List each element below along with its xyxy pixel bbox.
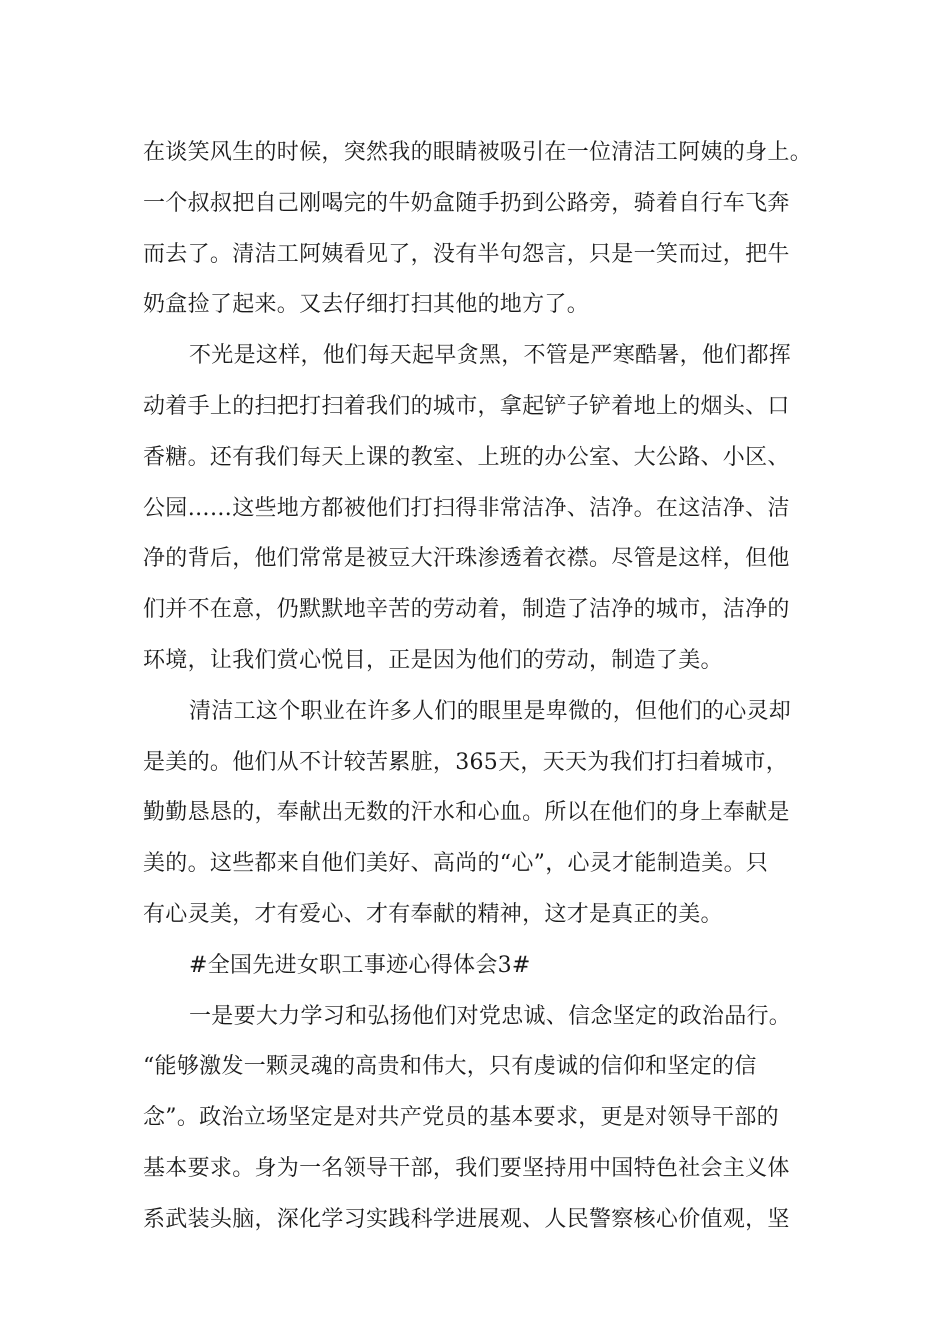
text-line: 有心灵美，才有爱心、才有奉献的精神，这才是真正的美。 <box>143 901 723 927</box>
text-line: 勤勤恳恳的，奉献出无数的汗水和心血。所以在他们的身上奉献是 <box>143 800 790 826</box>
text-line: 公园……这些地方都被他们打扫得非常洁净、洁净。在这洁净、洁 <box>143 495 790 521</box>
text-line: 动着手上的扫把打扫着我们的城市，拿起铲子铲着地上的烟头、口 <box>143 393 790 419</box>
text-line: 环境，让我们赏心悦目，正是因为他们的劳动，制造了美。 <box>143 647 723 673</box>
paragraph-1 <box>143 128 813 331</box>
text-line: 系武装头脑，深化学习实践科学进展观、人民警察核心价值观，坚 <box>143 1206 790 1232</box>
paragraph-4 <box>143 992 813 1246</box>
section-heading <box>143 941 813 992</box>
paragraph-3 <box>143 687 813 941</box>
text-line: 香糖。还有我们每天上课的教室、上班的办公室、大公路、小区、 <box>143 444 790 470</box>
text-line: 念”。政治立场坚定是对共产党员的基本要求，更是对领导干部的 <box>143 1105 779 1131</box>
text-line: 基本要求。身为一名领导干部，我们要坚持用中国特色社会主义体 <box>143 1155 790 1181</box>
text-line: 是美的。他们从不计较苦累脏，365天，天天为我们打扫着城市， <box>143 749 788 775</box>
text-line: 净的背后，他们常常是被豆大汗珠渗透着衣襟。尽管是这样，但他 <box>143 546 790 572</box>
text-line: 一是要大力学习和弘扬他们对党忠诚、信念坚定的政治品行。 <box>189 1003 792 1029</box>
paragraph-2 <box>143 331 813 687</box>
heading-line: #全国先进女职工事迹心得体会3# <box>189 952 531 978</box>
text-line: 奶盒捡了起来。又去仔细打扫其他的地方了。 <box>143 292 590 318</box>
text-line: 而去了。清洁工阿姨看见了，没有半句怨言，只是一笑而过，把牛 <box>143 241 790 267</box>
text-line: 在谈笑风生的时候，突然我的眼睛被吸引在一位清洁工阿姨的身上。 <box>143 140 813 165</box>
text-line: 美的。这些都来自他们美好、高尚的“心”，心灵才能制造美。只 <box>143 851 769 877</box>
document-body <box>143 128 813 1246</box>
text-line: 们并不在意，仍默默地辛苦的劳动着，制造了洁净的城市，洁净的 <box>143 597 790 623</box>
text-line: 清洁工这个职业在许多人们的眼里是卑微的，但他们的心灵却 <box>189 698 792 724</box>
text-line: 不光是这样，他们每天起早贪黑，不管是严寒酷暑，他们都挥 <box>189 343 792 369</box>
text-line: 一个叔叔把自己刚喝完的牛奶盒随手扔到公路旁，骑着自行车飞奔 <box>143 190 790 216</box>
text-line: “能够激发一颗灵魂的高贵和伟大，只有虔诚的信仰和坚定的信 <box>143 1054 757 1080</box>
